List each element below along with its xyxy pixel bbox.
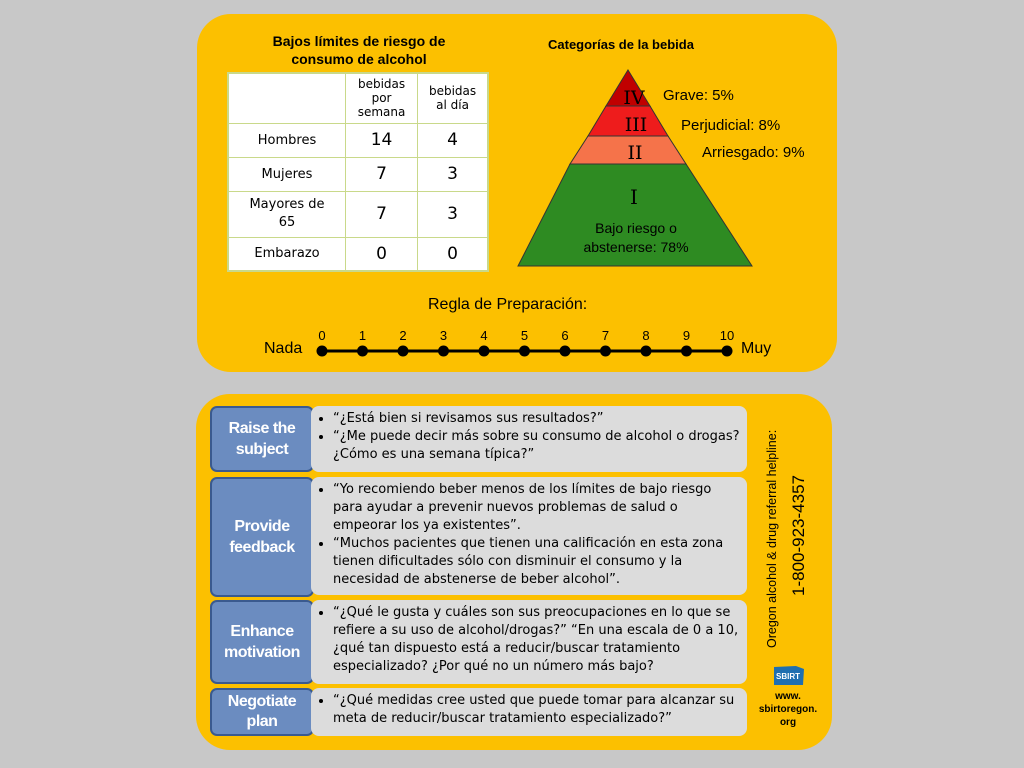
row-label: Embarazo — [228, 237, 346, 271]
ruler-dot — [641, 346, 652, 357]
ruler-left-label: Nada — [264, 340, 303, 357]
day-value: 4 — [418, 123, 488, 157]
provide-feedback-text — [311, 477, 747, 595]
day-value: 3 — [418, 157, 488, 191]
raise-subject-text — [311, 406, 747, 472]
ruler-dot — [479, 346, 490, 357]
ruler-right-label: Muy — [741, 340, 772, 357]
table-row — [228, 191, 488, 237]
numeral-iv: IV — [623, 87, 645, 109]
table-row — [228, 123, 488, 157]
day-value: 0 — [418, 237, 488, 271]
negotiate-plan-text — [311, 688, 747, 736]
ruler-number: 2 — [399, 328, 407, 343]
ruler-dot — [438, 346, 449, 357]
sbirt-oregon-logo — [772, 664, 806, 686]
enhance-motivation-text — [311, 600, 747, 684]
list-item: • “¿Me puede decir más sobre su consumo de alcohol o drogas? ¿Cómo es una semana típica?” — [333, 428, 741, 464]
row-label: Hombres — [228, 123, 346, 157]
numeral-ii: II — [627, 142, 643, 164]
table-row — [228, 237, 488, 271]
step-raise-subject: Raise the subject — [210, 406, 314, 472]
limits-table — [227, 72, 489, 272]
level-iii-label: Perjudicial: 8% — [681, 117, 781, 134]
step-provide-feedback: Provide feedback — [210, 477, 314, 597]
ruler-number: 8 — [642, 328, 650, 343]
numeral-iii: III — [624, 114, 648, 136]
table-row — [228, 157, 488, 191]
level-iv-label: Grave: 5% — [663, 87, 734, 104]
week-value: 7 — [346, 157, 418, 191]
ruler-number: 7 — [601, 328, 610, 343]
row-label: Mayores de 65 — [228, 191, 346, 237]
ruler-dot — [722, 346, 733, 357]
column-header-day: bebidas al día — [418, 73, 488, 123]
ruler-number: 10 — [719, 328, 735, 343]
ruler-dot — [681, 346, 692, 357]
week-value: 14 — [346, 123, 418, 157]
ruler-dot — [317, 346, 328, 357]
ruler-dot — [357, 346, 368, 357]
numeral-i: I — [630, 185, 638, 209]
day-value: 3 — [418, 191, 488, 237]
pyramid-title: Categorías de la bebida — [548, 37, 694, 52]
ruler-number: 3 — [439, 328, 448, 343]
ruler-number: 5 — [520, 328, 529, 343]
ruler-dot — [560, 346, 571, 357]
list-item: • “¿Está bien si revisamos sus resultados?” — [333, 410, 741, 428]
list-item: • “Muchos pacientes que tienen una calificación en esta zona tienen dificultades sólo con disminuir el consumo y la necesidad de abstenerse de beber alcohol”. — [333, 535, 741, 589]
table-corner — [228, 73, 346, 123]
website-text: www. sbirtoregon. org — [758, 691, 818, 728]
helpline-phone: 1-800-923-4357 — [789, 475, 808, 596]
readiness-ruler — [300, 340, 750, 362]
step-negotiate-plan: Negotiate plan — [210, 688, 314, 736]
list-item: • “Yo recomiendo beber menos de los límites de bajo riesgo para ayudar a prevenir nuevos problemas de salud o empeorar los ya existentes”. — [333, 481, 741, 535]
week-value: 7 — [346, 191, 418, 237]
level-ii-label: Arriesgado: 9% — [702, 144, 805, 161]
ruler-number: 1 — [358, 328, 367, 343]
helpline-label: Oregon alcohol & drug referral helpline: — [765, 429, 779, 648]
ruler-number: 0 — [318, 328, 326, 343]
ruler-number: 6 — [561, 328, 569, 343]
helpline-block — [760, 410, 816, 650]
ruler-number: 9 — [682, 328, 691, 343]
row-label: Mujeres — [228, 157, 346, 191]
level-i-label: Bajo riesgo o abstenerse: 78% — [583, 220, 689, 255]
readiness-ruler-title: Regla de Preparación: — [428, 296, 588, 313]
ruler-dot — [519, 346, 530, 357]
ruler-dot — [398, 346, 409, 357]
list-item: • “¿Qué medidas cree usted que puede tomar para alcanzar su meta de reducir/buscar tratamiento especializado?” — [333, 692, 741, 728]
week-value: 0 — [346, 237, 418, 271]
list-item: • “¿Qué le gusta y cuáles son sus preocupaciones en lo que se refiere a su uso de alcohol/drogas?” “En una escala de 0 a 10, ¿qué tan dispuesto está a reducir/buscar tratamiento especializado? ¿Por qué no un número más bajo? — [333, 604, 741, 676]
svg-text:SBIRT: SBIRT — [776, 672, 800, 681]
step-enhance-motivation: Enhance motivation — [210, 600, 314, 684]
ruler-dot — [600, 346, 611, 357]
column-header-week: bebidas por semana — [346, 73, 418, 123]
limits-table-title: Bajos límites de riesgo de consumo de alcohol — [272, 33, 446, 67]
ruler-number: 4 — [480, 328, 488, 343]
